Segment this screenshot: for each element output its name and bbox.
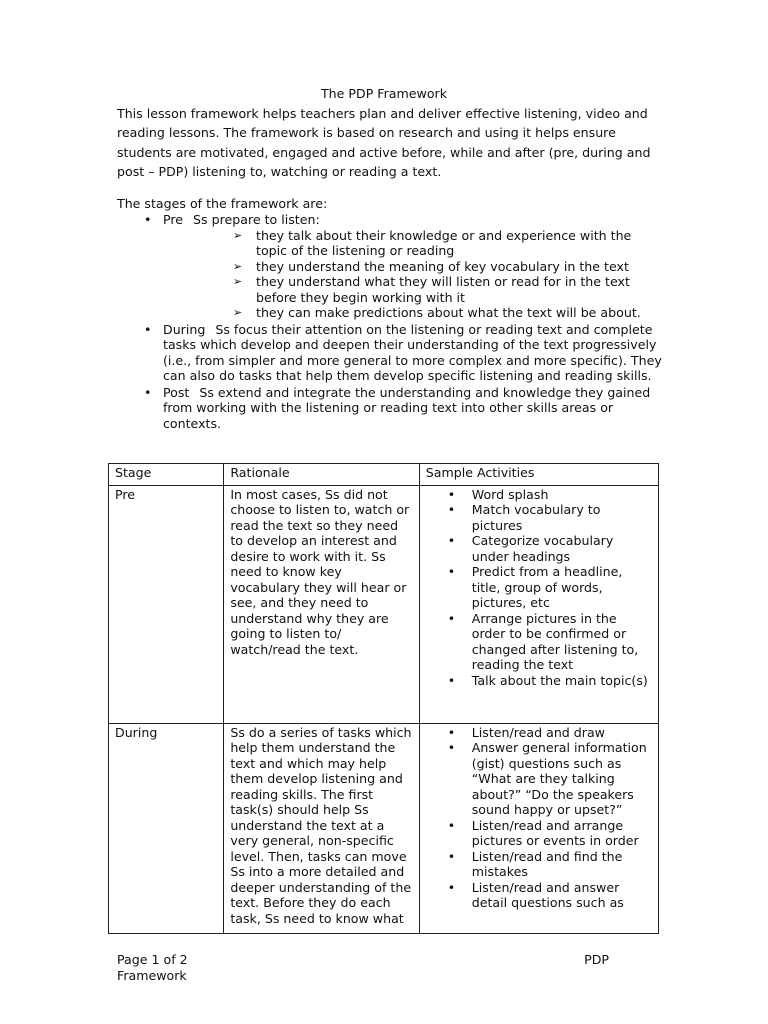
activities-table [108, 463, 659, 934]
list-item: • Listen/read and find the mistakes [447, 848, 623, 879]
document-title: The PDP Framework [320, 86, 448, 101]
bullet-icon: • [144, 212, 152, 227]
bullet-icon: • [447, 502, 456, 517]
cell-stage: During [109, 723, 224, 933]
list-item: • Listen/read and arrange pictures or events in order [447, 817, 639, 848]
intro-paragraph: This lesson framework helps teachers plan and deliver effective listening, video and reading lessons. The framework is based on research and using it helps ensure students are motivated, engaged and active before, while and after (pre, during and post – PDP) listening to, watching or reading a text. [117, 106, 651, 179]
bullet-icon: • [447, 740, 456, 755]
list-item: ➢ they understand what they will listen or read for in the text before they begin working with it [233, 274, 630, 305]
table-row [109, 485, 659, 723]
list-item: • Answer general information (gist) questions such as “What are they talking about?” “Do the speakers sound happy or upset?” [447, 740, 647, 817]
stage-item-pre [117, 212, 662, 321]
bullet-icon: • [447, 672, 456, 688]
stage-list [117, 212, 662, 431]
stages-intro: The stages of the framework are: [117, 196, 328, 211]
bullet-icon: • [144, 321, 152, 337]
list-item: • Listen/read and answer detail questions such as [447, 879, 624, 910]
activity-list [426, 487, 653, 689]
bullet-icon: • [447, 610, 456, 626]
stage-label: Post [163, 384, 190, 400]
list-item: ➢ they talk about their knowledge or and experience with the topic of the listening or reading [233, 227, 632, 258]
cell-stage: Pre [109, 485, 224, 723]
cell-rationale: In most cases, Ss did not choose to listen to, watch or read the text so they need to develop an interest and desire to work with it. Ss need to know key vocabulary they will hear or see, and they need to understand why they are going to listen to/ watch/read the text. [224, 485, 419, 723]
bullet-icon: • [447, 879, 456, 895]
page-number: Page 1 of 2 [117, 952, 188, 967]
arrow-bullet-icon: ➢ [233, 259, 243, 273]
list-item: ➢ they understand the meaning of key vocabulary in the text [233, 258, 629, 274]
bullet-icon: • [447, 533, 456, 548]
table-row [109, 723, 659, 933]
cell-rationale: Ss do a series of tasks which help them understand the text and which may help them develop listening and reading skills. The first task(s) should help Ss understand the text at a very general, non-specific level. Then, tasks can move Ss into a more detailed and deeper understanding of the text. Before they do each task, Ss need to know what [224, 723, 419, 933]
cell-activities [419, 485, 658, 723]
stage-label: During [163, 321, 206, 337]
arrow-bullet-icon: ➢ [233, 228, 243, 242]
header-rationale: Rationale [224, 464, 419, 486]
stage-item-during [117, 322, 662, 384]
stage-label: Pre [163, 212, 184, 227]
cell-activities [419, 723, 658, 933]
list-item: • Predict from a headline, title, group of words, pictures, etc [447, 564, 623, 610]
pre-sub-list [163, 228, 662, 321]
bullet-icon: • [447, 724, 456, 740]
bullet-icon: • [447, 848, 456, 864]
stage-text: Ss extend and integrate the understanding and knowledge they gained from working with the listening or reading text into other skills areas or contexts. [163, 384, 651, 431]
list-item: • Listen/read and draw [447, 724, 605, 740]
footer-right: PDP [584, 952, 609, 967]
list-item: • Arrange pictures in the order to be confirmed or changed after listening to, reading the text [447, 610, 639, 672]
list-item: • Match vocabulary to pictures [447, 502, 601, 533]
header-activities: Sample Activities [419, 464, 658, 486]
bullet-icon: • [144, 384, 152, 400]
stage-text: Ss prepare to listen: [193, 212, 320, 227]
bullet-icon: • [447, 486, 456, 502]
bullet-icon: • [447, 817, 456, 833]
list-item: ➢ they can make predictions about what the text will be about. [233, 305, 641, 320]
footer-section: Framework [117, 967, 187, 983]
stage-item-post [117, 385, 662, 432]
bullet-icon: • [447, 564, 456, 579]
activity-list [426, 725, 653, 911]
list-item: • Word splash [447, 486, 549, 502]
arrow-bullet-icon: ➢ [233, 275, 243, 288]
arrow-bullet-icon: ➢ [233, 306, 243, 319]
header-stage: Stage [109, 464, 224, 486]
footer-left [117, 952, 237, 983]
stage-text: Ss focus their attention on the listening or reading text and complete tasks which develop and deepen their understanding of the text progressively (i.e., from simpler and more general to more complex and more specific). They can also do tasks that help them develop specific listening and reading skills. [163, 321, 662, 383]
list-item: • Talk about the main topic(s) [447, 672, 648, 688]
list-item: • Categorize vocabulary under headings [447, 533, 614, 564]
table-header-row [109, 464, 659, 486]
